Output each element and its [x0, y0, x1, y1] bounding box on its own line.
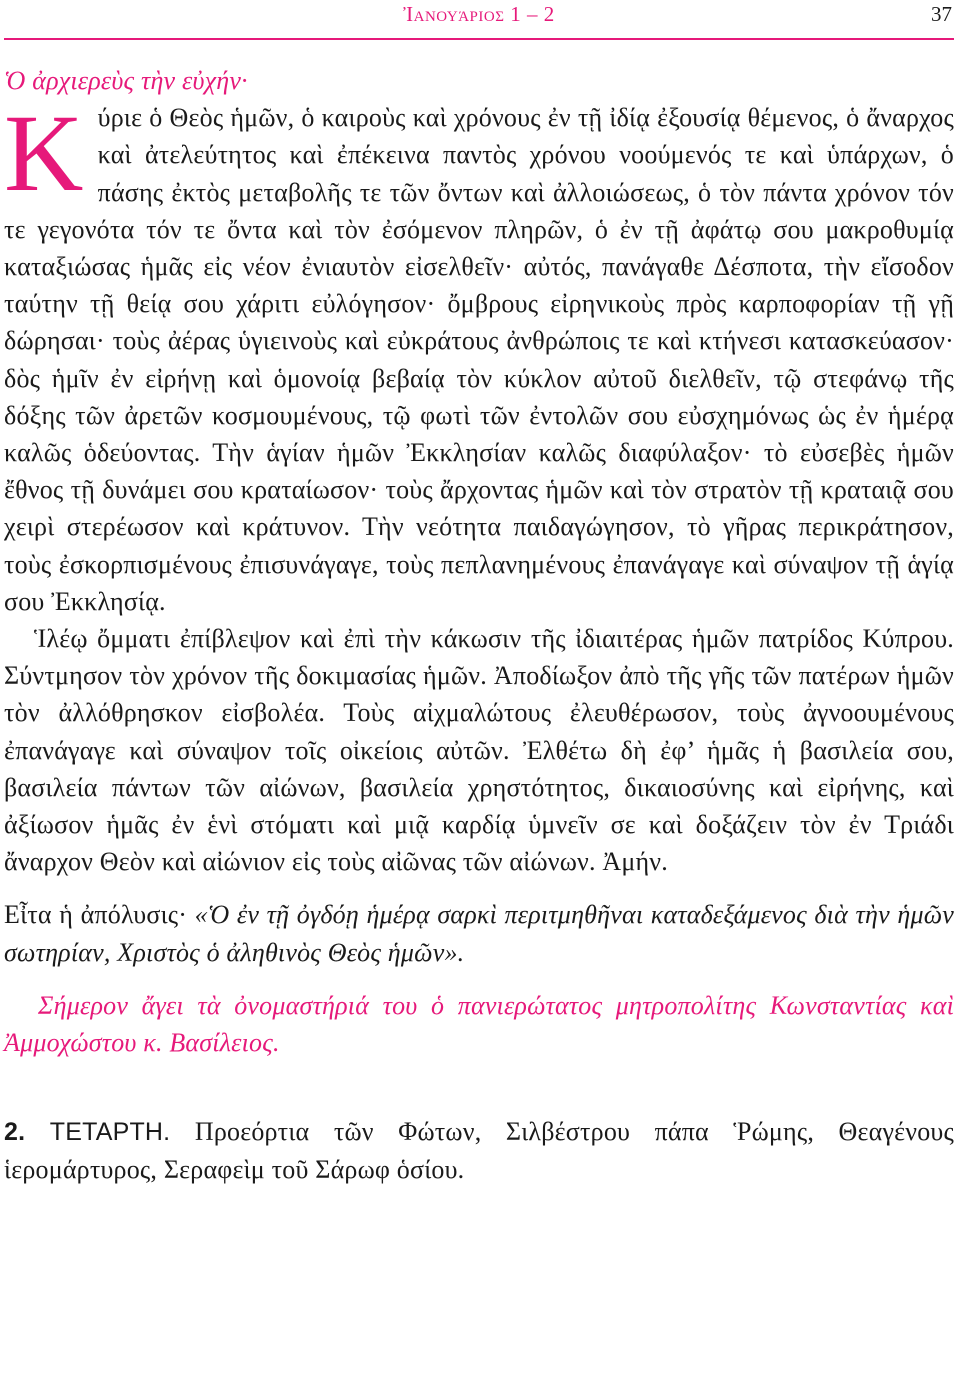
dismissal-lead: Εἶτα ἡ ἀπόλυσις·: [4, 900, 195, 930]
body-text: [4, 62, 954, 1189]
prayer-paragraph-2: Ἱλέῳ ὄμματι ἐπίβλεψον καὶ ἐπὶ τὴν κάκωσιν τῆς ἰδιαιτέρας ἡμῶν πατρίδος Κύπρου. Σύντμησον τὸν χρόνον τῆς δοκιμασίας ἡμῶν. Ἀποδίωξον ἀπὸ τῆς γῆς τῶν πατέρων ἡμῶν τὸν ἀλλόθρησκον εἰσβολέα. Τοὺς αἰχμαλώτους ἐλευθέρωσον, τοὺς ἀγνοουμένους ἐπανάγαγε καὶ σύναψον τοῖς οἰκείοις αὐτῶν. Ἐλθέτω δὴ ἐφ’ ἡμᾶς ἡ βασιλεία σου, βασιλεία πάντων τῶν αἰώνων, βασιλεία χρηστότητος, δικαιοσύνης καὶ εἰρήνης, καὶ ἀξίωσον ἡμᾶς ἐν ἑνὶ στόματι καὶ μιᾷ καρδίᾳ ὑμνεῖν σε καὶ δοξάζειν τὸν ἐν Τριάδι ἄναρχον Θεὸν καὶ αἰώνιον εἰς τοὺς αἰῶνας τῶν αἰώνων. Ἀμήν.: [4, 624, 954, 877]
feast-day: ΤΕΤΑΡΤΗ.: [49, 1118, 171, 1147]
feast-text: Προεόρτια τῶν Φώτων, Σιλβέστρου πάπα Ῥώμης, Θεαγένους ἱερομάρτυρος, Σεραφεὶμ τοῦ Σάρωφ ὁσίου.: [4, 1117, 954, 1185]
dismissal: [4, 896, 954, 970]
prayer: [4, 92, 954, 880]
running-title: Ἰανουάριος 1 – 2: [403, 2, 555, 26]
prayer-paragraph-1: [4, 92, 954, 620]
dismissal-text: «Ὁ ἐν τῇ ὀγδόῃ ἡμέρᾳ σαρκὶ περιτμηθῆναι καταδεξάμενος διὰ τὴν ἡμῶν σωτηρίαν, Χριστὸς ὁ ἀληθινὸς Θεὸς ἡμῶν».: [4, 900, 954, 967]
drop-cap: Κ: [4, 92, 84, 215]
page-number: 37: [931, 2, 952, 26]
prayer-paragraph-1-text: ύριε ὁ Θεὸς ἡμῶν, ὁ καιροὺς καὶ χρόνους ἐν τῇ ἰδίᾳ ἐξουσίᾳ θέμενος, ὁ ἄναρχος καὶ ἀτελεύτητος καὶ ἐπέκεινα παντὸς χρόνου νοούμενός τε καὶ ὑπάρχων, ὁ πάσης ἐκτὸς μεταβολῆς τε τῶν ὄντων καὶ ἀλλοιώσεως, ὁ τὸν πάντα χρόνον τόν τε γεγονότα τόν τε ὄντα καὶ τὸν ἐσόμενον πληρῶν, ὁ ἐν τῇ ἀφάτῳ σου μακροθυμίᾳ καταξιώσας ἡμᾶς εἰς νέον ἐνιαυτὸν εἰσελθεῖν· αὐτός, πανάγαθε Δέσποτα, τὴν εἴσοδον ταύτην τῇ θείᾳ σου χάριτι εὐλόγησον· ὄμβρους εἰρηνικοὺς πρὸς καρποφορίαν τῇ γῇ δώρησαι· τοὺς ἀέρας ὑγιεινοὺς καὶ εὐκράτους ἀνθρώποις τε καὶ κτήνεσι κατασκεύασον· δὸς ἡμῖν ἐν εἰρήνῃ καὶ ὁμονοίᾳ βεβαίᾳ τὸν κύκλον αὐτοῦ διελθεῖν, τῷ στεφάνῳ τῆς δόξης τῶν ἀρετῶν κοσμουμένους, τῷ φωτὶ τῶν ἐντολῶν σου εὐσχημόνως ὡς ἐν ἡμέρᾳ καλῶς ὁδεύοντας. Τὴν ἁγίαν ἡμῶν Ἐκκλησίαν καλῶς διαφύλαξον· τὸ εὐσεβὲς ἡμῶν ἔθνος τῇ δυνάμει σου κραταίωσον· τοὺς ἄρχοντας ἡμῶν καὶ τὸν στρατὸν τῇ κραταιᾷ σου χειρὶ στερέωσον καὶ κράτυνον. Τὴν νεότητα παιδαγώγησον, τὸ γῆρας περικράτησον, τοὺς ἐσκορπισμένους ἐπισυνάγαγε, τοὺς πεπλανημένους ἐπανάγαγε καὶ σύναψον τῇ ἁγίᾳ σου Ἐκκλησίᾳ.: [4, 103, 954, 616]
commemoration: [4, 987, 954, 1061]
rubric: Ὁ ἀρχιερεὺς τὴν εὐχήν·: [4, 66, 248, 95]
feast-number: 2.: [4, 1118, 26, 1147]
header-rule: [4, 38, 954, 40]
page: [4, 0, 954, 1189]
feast-entry: [4, 1113, 954, 1188]
commemoration-text: Σήμερον ἄγει τὰ ὀνομαστήριά του ὁ πανιερώτατος μητροπολίτης Κωνσταντίας καὶ Ἀμμοχώστου κ. Βασίλειος.: [4, 990, 954, 1058]
running-head: [4, 2, 954, 38]
